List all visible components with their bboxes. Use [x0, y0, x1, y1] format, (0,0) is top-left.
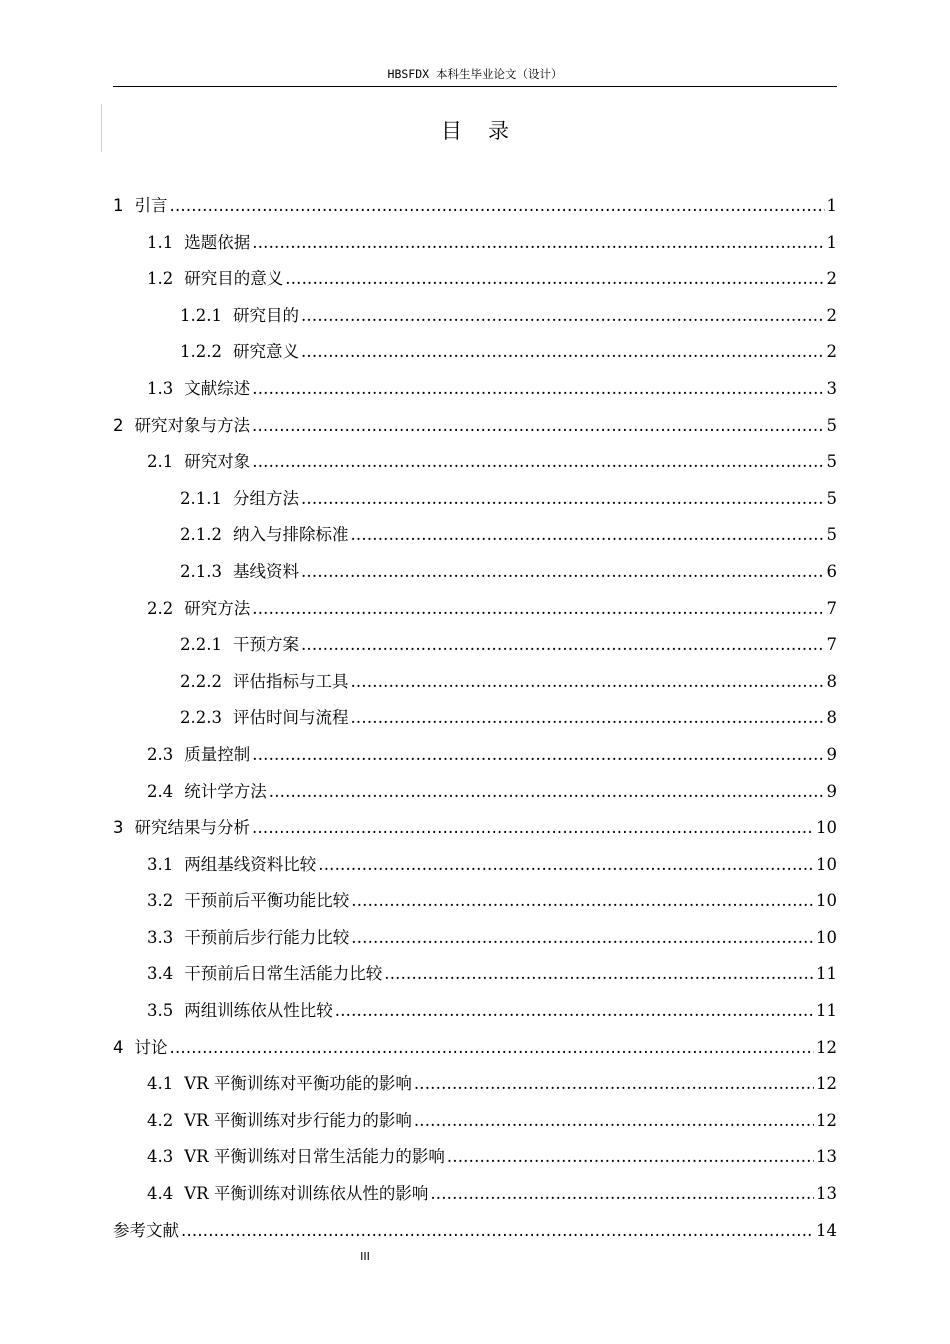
toc-entry-number: 4 — [113, 1037, 124, 1057]
dot-leader — [170, 188, 825, 225]
toc-entry[interactable] — [113, 334, 837, 371]
dot-leader — [285, 261, 824, 298]
dot-leader — [351, 920, 814, 957]
toc-entry-number: 1.1 — [147, 232, 174, 252]
dot-leader — [252, 737, 824, 774]
toc-entry[interactable] — [113, 700, 837, 737]
toc-entry-page: 8 — [826, 671, 837, 691]
toc-entry-number: 1.2 — [147, 269, 174, 289]
toc-entry-number: 2 — [113, 415, 124, 435]
toc-entry-page: 1 — [826, 232, 837, 252]
dot-leader — [414, 1066, 814, 1103]
toc-entry-page: 5 — [826, 525, 837, 545]
toc-entry[interactable] — [113, 883, 837, 920]
toc-entry[interactable] — [113, 737, 837, 774]
toc-entry[interactable] — [113, 993, 837, 1030]
dot-leader — [301, 481, 825, 518]
toc-entry-page: 5 — [826, 415, 837, 435]
toc-entry-number: 2.2.1 — [180, 635, 222, 655]
toc-entry-title: 研究对象 — [184, 452, 251, 472]
toc-entry-number: 4.3 — [147, 1147, 174, 1167]
toc-entry[interactable] — [113, 261, 837, 298]
toc-entry-number: 2.2 — [147, 598, 174, 618]
toc-entry[interactable] — [113, 371, 837, 408]
toc-entry[interactable] — [113, 1213, 837, 1250]
toc-title: 目录 — [441, 119, 535, 143]
toc-entry[interactable] — [113, 554, 837, 591]
toc-entry-page: 3 — [826, 378, 837, 398]
toc-entry-title: 评估时间与流程 — [232, 708, 349, 728]
toc-entry-number: 2.2.3 — [180, 708, 222, 728]
page-number: III — [360, 1250, 370, 1263]
toc-entry[interactable] — [113, 774, 837, 811]
toc-entry-number: 2.1.1 — [180, 488, 222, 508]
dot-leader — [301, 627, 825, 664]
toc-entry[interactable] — [113, 298, 837, 335]
toc-entry-number: 3.2 — [147, 891, 174, 911]
toc-entry-page: 2 — [826, 269, 837, 289]
toc-entry-page: 11 — [816, 1001, 837, 1021]
dot-leader — [318, 847, 814, 884]
toc-entry-number: 3.5 — [147, 1001, 174, 1021]
toc-entry-title: VR 平衡训练对步行能力的影响 — [184, 1110, 412, 1130]
toc-entry-number: 4.1 — [147, 1074, 174, 1094]
toc-entry[interactable] — [113, 1030, 837, 1067]
toc-entry-page: 10 — [816, 927, 837, 947]
toc-entry[interactable] — [113, 188, 837, 225]
dot-leader — [335, 993, 814, 1030]
dot-leader — [350, 700, 824, 737]
toc-entry-page: 2 — [826, 342, 837, 362]
running-header: HBSFDX 本科生毕业论文（设计） — [113, 64, 837, 87]
dot-leader — [252, 225, 824, 262]
dot-leader — [414, 1103, 814, 1140]
toc-entry-page: 9 — [826, 781, 837, 801]
toc-entry-title: 干预方案 — [232, 635, 299, 655]
toc-entry-number: 4.2 — [147, 1110, 174, 1130]
toc-entry-title: VR 平衡训练对训练依从性的影响 — [184, 1184, 429, 1204]
toc-entry-page: 5 — [826, 488, 837, 508]
toc-entry-title: 评估指标与工具 — [232, 671, 349, 691]
toc-entry[interactable] — [113, 956, 837, 993]
toc-entry[interactable] — [113, 664, 837, 701]
toc-entry-page: 10 — [816, 891, 837, 911]
toc-entry[interactable] — [113, 847, 837, 884]
toc-entry[interactable] — [113, 517, 837, 554]
toc-entry[interactable] — [113, 444, 837, 481]
toc-entry-title: 研究对象与方法 — [134, 415, 250, 435]
toc-entry[interactable] — [113, 1066, 837, 1103]
toc-entry-title: 研究目的意义 — [184, 269, 284, 289]
toc-entry[interactable] — [113, 408, 837, 445]
toc-entry-title: 基线资料 — [232, 561, 299, 581]
toc-entry-title: 干预前后步行能力比较 — [184, 927, 350, 947]
dot-leader — [384, 956, 814, 993]
toc-entry-number: 3 — [113, 818, 124, 838]
toc-entry[interactable] — [113, 920, 837, 957]
dot-leader — [252, 444, 824, 481]
toc-entry-number: 2.1.2 — [180, 525, 222, 545]
toc-entry-number: 3.1 — [147, 854, 174, 874]
dot-leader — [252, 408, 825, 445]
dot-leader — [252, 591, 824, 628]
dot-leader — [252, 810, 814, 847]
toc-entry-number: 2.1 — [147, 452, 174, 472]
toc-entry-page: 12 — [816, 1037, 837, 1057]
dot-leader — [430, 1176, 814, 1213]
toc-entry-page: 1 — [826, 196, 837, 215]
dot-leader — [181, 1213, 814, 1250]
toc-entry-title: 纳入与排除标准 — [232, 525, 349, 545]
toc-entry-page: 12 — [816, 1110, 837, 1130]
dot-leader — [301, 334, 825, 371]
toc-entry-title: 研究目的 — [232, 305, 299, 325]
toc-entry-page: 8 — [826, 708, 837, 728]
dot-leader — [170, 1030, 815, 1067]
dot-leader — [269, 774, 825, 811]
toc-entry[interactable] — [113, 1103, 837, 1140]
toc-entry-page: 7 — [826, 598, 837, 618]
toc-entry[interactable] — [113, 225, 837, 262]
toc-entry-title: VR 平衡训练对日常生活能力的影响 — [184, 1147, 445, 1167]
toc-entry-number: 2.3 — [147, 744, 174, 764]
toc-entry-title: 干预前后日常生活能力比较 — [184, 964, 383, 984]
toc-entry-title: 统计学方法 — [184, 781, 267, 801]
dot-leader — [301, 554, 825, 591]
toc-entry-title: 文献综述 — [184, 378, 251, 398]
toc-entry[interactable] — [113, 591, 837, 628]
toc-entry-title: 两组训练依从性比较 — [184, 1001, 333, 1021]
toc-entry-title: 引言 — [134, 196, 168, 215]
dot-leader — [447, 1139, 814, 1176]
toc-entry-title: 质量控制 — [184, 744, 251, 764]
toc-entry-number: 3.3 — [147, 927, 174, 947]
toc-entry-page: 7 — [826, 635, 837, 655]
toc-entry-page: 13 — [816, 1184, 837, 1204]
toc-entry-page: 2 — [826, 305, 837, 325]
toc-entry-page: 10 — [816, 854, 837, 874]
toc-entry-title: 分组方法 — [232, 488, 299, 508]
toc-entry[interactable] — [113, 627, 837, 664]
toc-entry-page: 6 — [826, 561, 837, 581]
toc-entry-title: VR 平衡训练对平衡功能的影响 — [184, 1074, 412, 1094]
toc-entry-number: 1.3 — [147, 378, 174, 398]
dot-leader — [351, 883, 814, 920]
toc-entry-page: 5 — [826, 452, 837, 472]
toc-entry-number: 1.2.2 — [180, 342, 222, 362]
table-of-contents — [113, 188, 837, 1249]
toc-entry-number: 4.4 — [147, 1184, 174, 1204]
toc-entry[interactable] — [113, 1176, 837, 1213]
toc-entry-number: 2.1.3 — [180, 561, 222, 581]
dot-leader — [252, 371, 824, 408]
toc-entry-title: 研究意义 — [232, 342, 299, 362]
toc-entry-title: 参考文献 — [113, 1220, 179, 1240]
toc-entry-page: 14 — [816, 1220, 837, 1240]
toc-entry-title: 选题依据 — [184, 232, 251, 252]
toc-entry[interactable] — [113, 481, 837, 518]
toc-entry-page: 13 — [816, 1147, 837, 1167]
toc-entry[interactable] — [113, 1139, 837, 1176]
toc-entry-page: 11 — [816, 964, 837, 984]
toc-entry-title: 干预前后平衡功能比较 — [184, 891, 350, 911]
toc-entry[interactable] — [113, 810, 837, 847]
dot-leader — [301, 298, 825, 335]
toc-entry-title: 研究结果与分析 — [134, 818, 250, 838]
toc-entry-number: 3.4 — [147, 964, 174, 984]
toc-entry-page: 9 — [826, 744, 837, 764]
dot-leader — [350, 664, 824, 701]
toc-entry-number: 2.2.2 — [180, 671, 222, 691]
toc-entry-number: 2.4 — [147, 781, 174, 801]
toc-entry-page: 10 — [816, 818, 837, 838]
toc-entry-title: 研究方法 — [184, 598, 251, 618]
toc-entry-page: 12 — [816, 1074, 837, 1094]
toc-entry-title: 两组基线资料比较 — [184, 854, 317, 874]
toc-entry-number: 1 — [113, 196, 124, 215]
dot-leader — [350, 517, 824, 554]
toc-entry-number: 1.2.1 — [180, 305, 222, 325]
toc-entry-title: 讨论 — [134, 1037, 168, 1057]
